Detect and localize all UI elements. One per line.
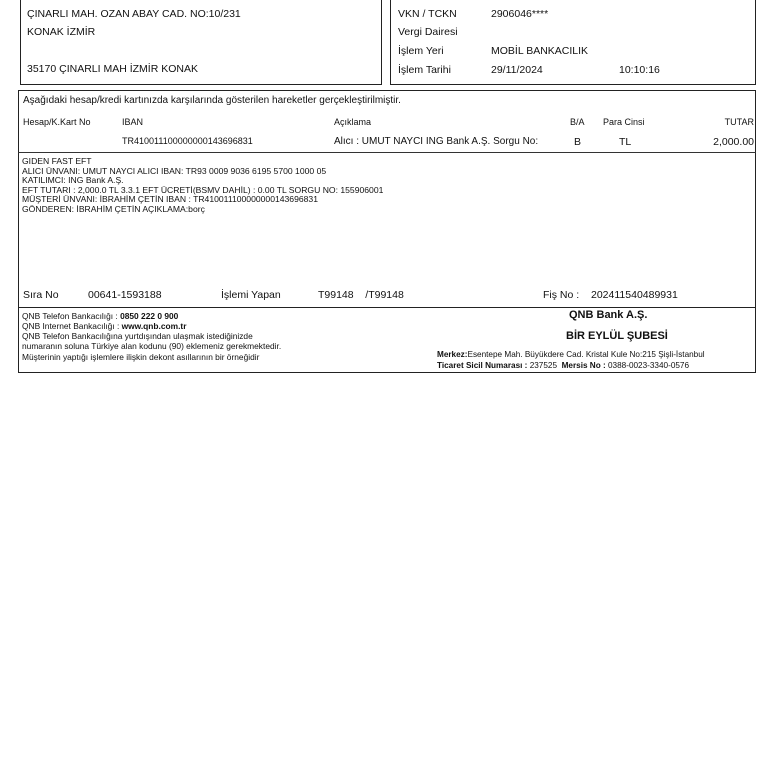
header-iban: IBAN bbox=[122, 117, 144, 127]
date-label: İşlem Tarihi bbox=[398, 64, 451, 76]
place-label: İşlem Yeri bbox=[398, 45, 444, 57]
phone-banking-line bbox=[22, 311, 178, 321]
footer-note-line: QNB Telefon Bankacılığına yurtdışından ulaşmak istediğinizde bbox=[22, 331, 253, 341]
branch-name: BİR EYLÜL ŞUBESİ bbox=[566, 330, 668, 342]
detail-line: GÖNDEREN: İBRAHİM ÇETİN AÇIKLAMA:borç bbox=[22, 203, 205, 214]
detail-line: EFT TUTARI : 2,000.0 TL 3.3.1 EFT ÜCRETİ(BSMV DAHİL) : 0.00 TL SORGU NO: 155906001 bbox=[22, 184, 384, 195]
bank-name: QNB Bank A.Ş. bbox=[569, 309, 648, 321]
header-description: Açıklama bbox=[334, 117, 372, 127]
header-ba: B/A bbox=[570, 117, 585, 127]
header-currency: Para Cinsi bbox=[603, 117, 645, 127]
customer-address-line3: 35170 ÇINARLI MAH İZMİR KONAK bbox=[27, 63, 198, 75]
time-value: 10:10:16 bbox=[619, 64, 660, 76]
phone-banking-label: QNB Telefon Bankacılığı : bbox=[22, 311, 121, 321]
operator-label: İşlemi Yapan bbox=[221, 289, 281, 301]
headquarters-label: Merkez: bbox=[437, 350, 468, 359]
header-account: Hesap/K.Kart No bbox=[23, 117, 91, 127]
operator-value: T99148 /T99148 bbox=[318, 289, 404, 301]
registry-label: Ticaret Sicil Numarası : bbox=[437, 361, 530, 370]
customer-address-line2: KONAK İZMİR bbox=[27, 26, 96, 38]
internet-banking-label: QNB Internet Bankacılığı : bbox=[22, 321, 122, 331]
registry-value: 237525 bbox=[529, 361, 558, 370]
phone-banking-number: 0850 222 0 900 bbox=[120, 311, 179, 321]
headquarters-address: Esentepe Mah. Büyükdere Cad. Kristal Kule No:215 Şişli-İstanbul bbox=[467, 350, 705, 359]
header-amount: TUTAR bbox=[724, 117, 754, 127]
receipt-value: 202411540489931 bbox=[591, 289, 678, 301]
mersis-value: 0388-0023-3340-0576 bbox=[608, 361, 690, 370]
detail-line: GIDEN FAST EFT bbox=[22, 156, 92, 166]
row-ba: B bbox=[574, 136, 582, 148]
detail-line: ALICI ÜNVANI: UMUT NAYCI ALICI IBAN: TR93 0009 9036 6195 5700 1000 05 bbox=[22, 165, 327, 176]
row-description: Alıcı : UMUT NAYCI ING Bank A.Ş. Sorgu No: bbox=[334, 136, 539, 147]
detail-line: MÜŞTERİ ÜNVANI: İBRAHİM ÇETİN IBAN : TR410011100000000143696831 bbox=[22, 194, 318, 204]
row-amount: 2,000.00 bbox=[713, 136, 754, 148]
place-value: MOBİL BANKACILIK bbox=[491, 45, 589, 57]
receipt-label: Fiş No : bbox=[543, 289, 580, 301]
customer-address-line1: ÇINARLI MAH. OZAN ABAY CAD. NO:10/231 bbox=[27, 8, 241, 20]
row-divider bbox=[18, 152, 756, 153]
tax-office-label: Vergi Dairesi bbox=[398, 26, 458, 38]
mersis-label: Mersis No : bbox=[561, 361, 608, 370]
sequence-value: 00641-1593188 bbox=[88, 289, 162, 301]
registry-line bbox=[437, 361, 689, 371]
footer-note-line: numaranın soluna Türkiye alan kodunu (90) eklemeniz gerekmektedir. bbox=[22, 341, 282, 351]
date-value: 29/11/2024 bbox=[491, 64, 543, 76]
internet-banking-line bbox=[22, 321, 186, 331]
internet-banking-url: www.qnb.com.tr bbox=[121, 321, 187, 331]
detail-line: KATILIMCI: ING Bank A.Ş. bbox=[22, 175, 124, 185]
vkn-value: 2906046**** bbox=[491, 8, 549, 20]
headquarters-line bbox=[437, 350, 705, 360]
sequence-label: Sıra No bbox=[23, 289, 59, 301]
statement-intro: Aşağıdaki hesap/kredi kartınızda karşılarında gösterilen hareketler gerçekleştirilmiştir. bbox=[23, 95, 401, 106]
row-iban: TR410011100000000143696831 bbox=[122, 136, 253, 146]
vkn-label: VKN / TCKN bbox=[398, 8, 457, 20]
row-currency: TL bbox=[619, 136, 632, 148]
footer-note-line: Müşterinin yaptığı işlemlere ilişkin dekont asıllarının bir örneğidir bbox=[22, 352, 260, 362]
